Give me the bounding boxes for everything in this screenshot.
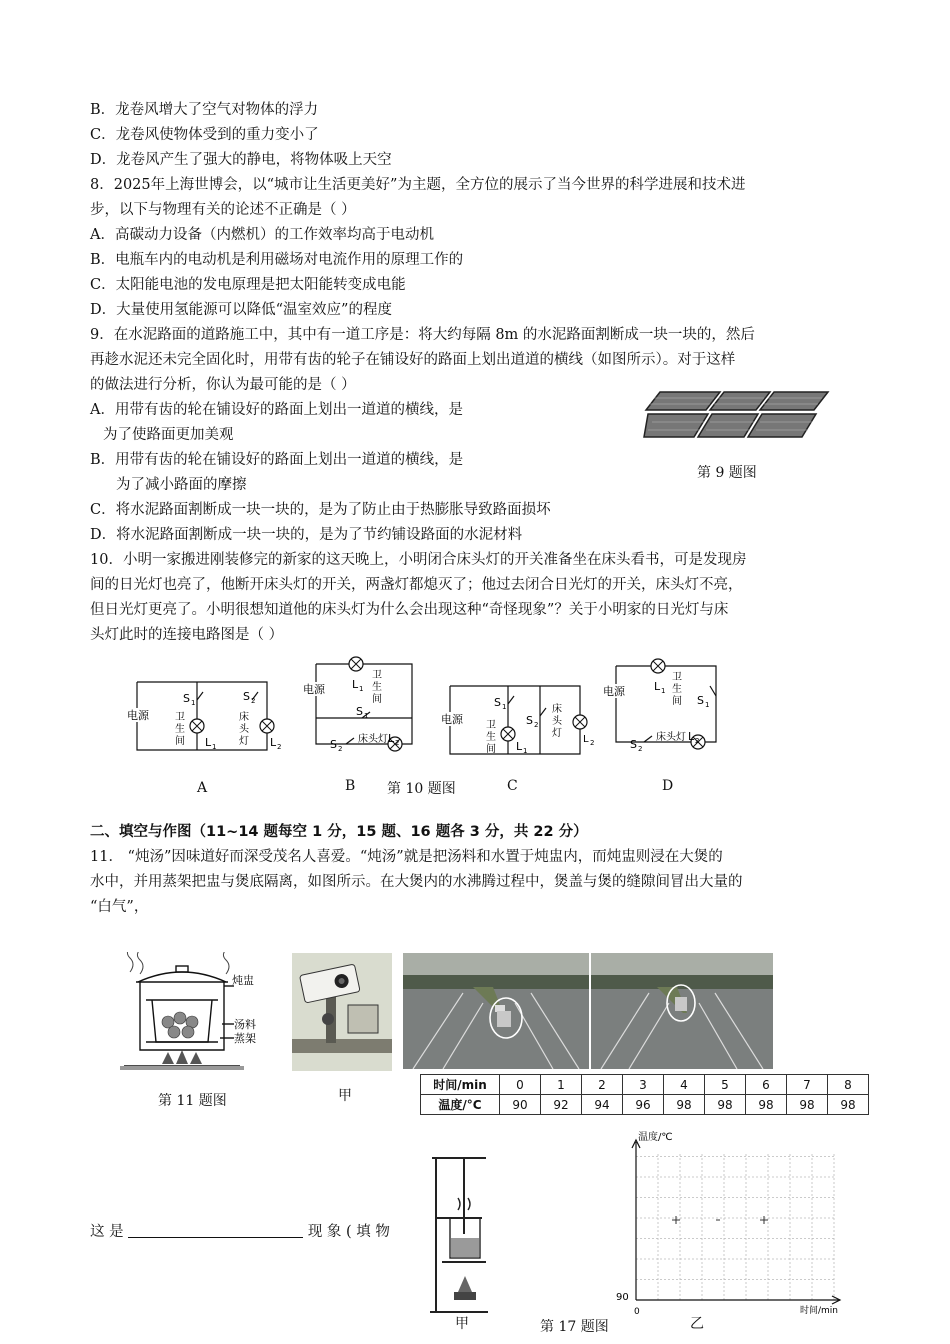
svg-text:床: 床 xyxy=(239,712,249,723)
svg-text:2: 2 xyxy=(534,721,539,729)
svg-text:2: 2 xyxy=(638,745,643,753)
circuit-d-letter: D xyxy=(662,778,674,794)
svg-text:床: 床 xyxy=(552,704,562,715)
svg-text:床头灯: 床头灯 xyxy=(358,734,388,745)
svg-text:灯: 灯 xyxy=(239,736,249,747)
graph-origin-y: 90 xyxy=(616,1292,629,1303)
figure-jia-label-1: 甲 xyxy=(338,1088,352,1104)
stew-pot-figure xyxy=(120,952,260,1077)
soup-label: 汤料 xyxy=(234,1018,256,1031)
svg-text:生: 生 xyxy=(372,682,382,693)
svg-text:生: 生 xyxy=(175,724,185,735)
table-header-temp: 温度/°C xyxy=(421,1095,500,1115)
q10-stem-2: 间的日光灯也亮了，他断开床头灯的开关，两盏灯都熄灭了；他过去闭合日光灯的开关，床头灯不亮， xyxy=(90,577,743,593)
circuit-b-power-label: 电源 xyxy=(303,683,325,696)
q8-option-a: A．高碳动力设备（内燃机）的工作效率均高于电动机 xyxy=(90,227,434,243)
table-header-time: 时间/min xyxy=(421,1075,500,1095)
svg-text:1: 1 xyxy=(523,747,528,755)
boiling-apparatus-figure xyxy=(428,1150,490,1320)
table-cell: 96 xyxy=(623,1095,664,1115)
q9-option-a-1: A．用带有齿的轮在铺设好的路面上划出一道道的横线，是 xyxy=(90,402,463,418)
svg-text:1: 1 xyxy=(212,743,217,751)
q9-option-b-2: 为了减小路面的摩擦 xyxy=(116,477,247,493)
q10-stem-3: 但日光灯更亮了。小明很想知道他的床头灯为什么会出现这种“奇怪现象”？关于小明家的日光灯与床 xyxy=(90,602,729,618)
table-cell: 98 xyxy=(787,1095,828,1115)
table-cell: 98 xyxy=(746,1095,787,1115)
pot-label: 炖盅 xyxy=(232,974,254,987)
circuit-a-s1: S xyxy=(183,692,190,705)
traffic-camera-photo xyxy=(292,953,392,1071)
q11-stem-3: “白气”， xyxy=(90,899,149,915)
q9-stem-2: 再趁水泥还未完全固化时，用带有齿的轮子在铺设好的路面上划出道道的横线（如图所示）。对于这样 xyxy=(90,352,736,368)
section-2-title: 二、填空与作图（11~14 题每空 1 分，15 题、16 题各 3 分，共 22 分） xyxy=(90,824,588,840)
circuit-b-letter: B xyxy=(345,778,356,794)
table-cell: 92 xyxy=(541,1095,582,1115)
table-row xyxy=(421,1075,869,1095)
q11-fill-tail: 现 象 ( 填 物 xyxy=(307,1224,390,1240)
svg-text:S: S xyxy=(494,696,501,709)
svg-text:L: L xyxy=(516,740,523,753)
q7-option-b: B．龙卷风增大了空气对物体的浮力 xyxy=(90,102,319,118)
svg-text:2: 2 xyxy=(338,745,343,753)
svg-text:S: S xyxy=(697,694,704,707)
svg-text:L: L xyxy=(583,734,589,745)
svg-text:间: 间 xyxy=(486,744,496,755)
table-cell: 5 xyxy=(705,1075,746,1095)
q8-stem-2: 步，以下与物理有关的论述不正确是（ ） xyxy=(90,202,356,218)
q8-option-b: B．电瓶车内的电动机是利用磁场对电流作用的原理工作的 xyxy=(90,252,464,268)
svg-text:2: 2 xyxy=(695,737,700,745)
circuit-a-s2: S xyxy=(243,690,250,703)
q10-stem-1: 10．小明一家搬进刚装修完的新家的这天晚上，小明闭合床头灯的开关准备坐在床头看书，可是发现房 xyxy=(90,552,747,568)
q9-stem-1: 9．在水泥路面的道路施工中，其中有一道工序是：将大约每隔 8m 的水泥路面割断成一块一块的，然后 xyxy=(90,327,755,343)
circuit-c xyxy=(440,676,600,766)
svg-text:卫: 卫 xyxy=(175,712,185,723)
svg-text:2: 2 xyxy=(395,739,400,747)
svg-text:灯: 灯 xyxy=(552,728,562,739)
svg-text:间: 间 xyxy=(175,736,185,747)
svg-text:2: 2 xyxy=(251,697,256,705)
q11-fill-line xyxy=(90,1222,390,1242)
q11-caption: 第 11 题图 xyxy=(158,1093,227,1109)
table-cell: 98 xyxy=(664,1095,705,1115)
table-cell: 2 xyxy=(582,1075,623,1095)
svg-text:头: 头 xyxy=(239,724,249,735)
q11-fill-lead: 这 是 xyxy=(90,1224,124,1240)
circuit-a xyxy=(125,670,285,760)
svg-text:S: S xyxy=(330,738,337,751)
q7-option-d: D．龙卷风产生了强大的静电，将物体吸上天空 xyxy=(90,152,392,168)
rack-label: 蒸架 xyxy=(234,1032,256,1045)
graph-xlabel: 时间/min xyxy=(800,1306,839,1316)
q9-option-c: C．将水泥路面割断成一块一块的，是为了防止由于热膨胀导致路面损坏 xyxy=(90,502,551,518)
svg-text:S: S xyxy=(630,738,637,751)
svg-text:2: 2 xyxy=(277,743,282,751)
table-cell: 4 xyxy=(664,1075,705,1095)
svg-text:间: 间 xyxy=(372,694,382,705)
circuit-b xyxy=(300,656,420,756)
q11-answer-blank[interactable] xyxy=(128,1223,303,1238)
svg-text:1: 1 xyxy=(502,703,507,711)
graph-origin-x: 0 xyxy=(634,1307,640,1317)
svg-text:卫: 卫 xyxy=(372,670,382,681)
circuit-a-letter: A xyxy=(197,780,208,796)
svg-text:卫: 卫 xyxy=(486,720,496,731)
q17-caption: 第 17 题图 xyxy=(540,1319,609,1335)
circuit-a-power-label: 电源 xyxy=(127,709,149,722)
svg-text:L: L xyxy=(352,678,359,691)
svg-text:1: 1 xyxy=(359,685,364,693)
svg-text:L: L xyxy=(270,736,277,749)
table-row xyxy=(421,1095,869,1115)
q10-caption: 第 10 题图 xyxy=(387,781,456,797)
circuit-c-letter: C xyxy=(507,778,518,794)
table-cell: 98 xyxy=(705,1095,746,1115)
q8-stem-1: 8．2025年上海世博会，以“城市让生活更美好”为主题，全方位的展示了当今世界的科学进展和技术进 xyxy=(90,177,746,193)
svg-text:1: 1 xyxy=(661,687,666,695)
svg-text:床头灯: 床头灯 xyxy=(656,732,686,743)
circuit-a-l1: L xyxy=(205,736,212,749)
svg-text:1: 1 xyxy=(705,701,710,709)
table-cell: 6 xyxy=(746,1075,787,1095)
svg-text:1: 1 xyxy=(191,699,196,707)
intersection-photo-1 xyxy=(403,953,589,1069)
circuit-d xyxy=(600,656,730,756)
svg-text:1: 1 xyxy=(364,712,369,720)
svg-text:2: 2 xyxy=(590,739,595,747)
temperature-graph xyxy=(610,1128,850,1318)
svg-text:L: L xyxy=(388,732,395,745)
svg-text:L: L xyxy=(688,730,695,743)
svg-text:生: 生 xyxy=(486,732,496,743)
temperature-table xyxy=(420,1074,869,1115)
q8-option-d: D．大量使用氢能源可以降低“温室效应”的程度 xyxy=(90,302,392,318)
table-cell: 8 xyxy=(828,1075,869,1095)
q7-option-c: C．龙卷风使物体受到的重力变小了 xyxy=(90,127,319,143)
q9-caption: 第 9 题图 xyxy=(697,465,757,481)
intersection-photo-2 xyxy=(591,953,773,1069)
svg-text:L: L xyxy=(654,680,661,693)
table-cell: 0 xyxy=(500,1075,541,1095)
svg-text:间: 间 xyxy=(672,696,682,707)
svg-text:S: S xyxy=(526,714,533,727)
svg-text:S: S xyxy=(356,705,363,718)
svg-text:生: 生 xyxy=(672,684,682,695)
graph-ylabel: 温度/℃ xyxy=(638,1132,673,1143)
q11-stem-2: 水中，并用蒸架把盅与煲底隔离，如图所示。在大煲内的水沸腾过程中，煲盖与煲的缝隙间冒出大量的 xyxy=(90,874,743,890)
q9-option-a-2: 为了使路面更加美观 xyxy=(103,427,234,443)
q9-option-b-1: B．用带有齿的轮在铺设好的路面上划出一道道的横线，是 xyxy=(90,452,464,468)
table-cell: 94 xyxy=(582,1095,623,1115)
table-cell: 98 xyxy=(828,1095,869,1115)
q9-stem-3: 的做法进行分析，你认为最可能的是（ ） xyxy=(90,377,356,393)
table-cell: 7 xyxy=(787,1075,828,1095)
circuit-d-power-label: 电源 xyxy=(603,685,625,698)
road-slabs-figure xyxy=(640,388,835,443)
q9-option-d: D．将水泥路面割断成一块一块的，是为了节约铺设路面的水泥材料 xyxy=(90,527,523,543)
figure-yi-label: 乙 xyxy=(690,1316,704,1332)
table-cell: 3 xyxy=(623,1075,664,1095)
circuit-c-power-label: 电源 xyxy=(441,713,463,726)
table-cell: 1 xyxy=(541,1075,582,1095)
figure-jia-label-2: 甲 xyxy=(455,1316,469,1332)
svg-text:卫: 卫 xyxy=(672,672,682,683)
q11-stem-1: 11． “炖汤”因味道好而深受茂名人喜爱。“炖汤”就是把汤料和水置于炖盅内，而炖盅则浸在大煲的 xyxy=(90,849,723,865)
q10-stem-4: 头灯此时的连接电路图是（ ） xyxy=(90,627,284,643)
svg-text:头: 头 xyxy=(552,716,562,727)
q8-option-c: C．太阳能电池的发电原理是把太阳能转变成电能 xyxy=(90,277,406,293)
table-cell: 90 xyxy=(500,1095,541,1115)
